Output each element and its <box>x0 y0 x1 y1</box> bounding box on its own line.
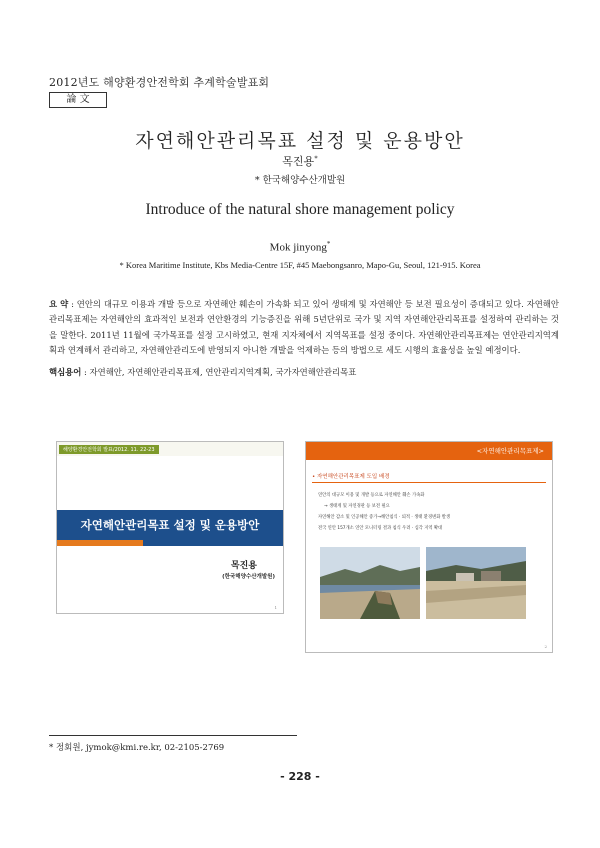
author-korean-name: 목진용 <box>282 155 315 168</box>
slide2-bullet: 자연해안 감소 및 인공해안 증가→해안침식 · 퇴적 · 생태 환경변화 발생 <box>318 515 451 520</box>
slide2-bullet: 전국 연안 157개소 연안 모니터링 결과 침식 우려 · 심각 지역 확대 <box>318 526 443 531</box>
slide-presenter-org: (한국해양수산개발원) <box>222 574 275 580</box>
affiliation-korean: * 한국해양수산개발원 <box>254 175 346 186</box>
slide-title-figure <box>56 441 284 614</box>
slide2-section-title: • 자연해안관리목표제 도입 배경 <box>312 474 390 480</box>
slide2-bullet: 연안의 대규모 이용 및 개발 등으로 자연해안 훼손 가속화 <box>318 493 425 498</box>
slide-accent-bar <box>57 540 143 546</box>
title-korean: 자연해안관리목표 설정 및 운용방안 <box>135 130 465 152</box>
slide-title-band: 자연해안관리목표 설정 및 운용방안 <box>57 510 283 540</box>
footnote: * 정회원, jymok@kmi.re.kr, 02-2105-2769 <box>49 743 225 753</box>
slide-presenter: 목진용 <box>230 561 257 571</box>
keywords-label: 핵심용어 <box>49 367 82 377</box>
conference-name: 2012년도 해양환경안전학회 추계학술발표회 <box>49 76 270 89</box>
slide2-bullet: → 생태계 및 자연경관 등 보전 필요 <box>324 504 390 509</box>
footnote-divider <box>49 735 297 736</box>
keywords <box>49 366 559 378</box>
slide-background-figure <box>305 441 553 653</box>
author-footnote-mark: * <box>314 154 318 163</box>
author-english-mark: * <box>326 240 331 248</box>
page-number: - 228 - <box>280 770 320 783</box>
author-english-name: Mok jinyong <box>269 241 327 254</box>
author-english <box>0 240 600 254</box>
author-korean <box>0 153 600 169</box>
affiliation-english: * Korea Maritime Institute, Kbs Media-Centre 15F, #45 Maebongsanro, Mapo-Gu, Seoul, 121-915. Korea <box>119 260 481 270</box>
abstract-text: : 연안의 대규모 이용과 개발 등으로 자연해안 훼손이 가속화 되고 있어 생태계 및 자연해안 등 보전 필요성이 증대되고 있다. 자연해안관리목표제는 자연해안의 효과적인 보전과 연안환경의 기능증진을 위해 5년단위로 국가 및 지역 자연해안관리목표를 설정하여 관리하는 것을 말한다. 2011년 11월에 국가목표를 설정 고시하였고, 현재 지자체에서 지역목표를 설정 중이다. 자연해안관리목표제는 연안관리지역계획과 연계해서 관리하고, 자연해안관리도에 반영되지 아니한 개발을 억제하는 등의 방법으로 세도 시행의 효율성을 높일 예정이다. <box>49 299 559 356</box>
abstract-label: 요 약 <box>49 299 69 309</box>
title-english: Introduce of the natural shore management policy <box>145 201 455 218</box>
slide-page-number: 1 <box>274 605 277 610</box>
slide-header-label: 해양환경안전학회 발표/2012. 11. 22-23 <box>59 445 159 454</box>
slide2-page-number: 2 <box>544 644 547 649</box>
slide2-divider <box>312 482 546 483</box>
slide2-header-label: <자연해안관리목표제> <box>476 447 544 455</box>
keywords-text: : 자연해안, 자연해안관리목표제, 연안관리지역계획, 국가자연해안관리목표 <box>81 367 357 377</box>
abstract <box>49 297 559 359</box>
paper-type-tag: 論 文 <box>49 92 107 108</box>
coastal-erosion-photo <box>320 547 420 619</box>
beach-photo <box>426 547 526 619</box>
